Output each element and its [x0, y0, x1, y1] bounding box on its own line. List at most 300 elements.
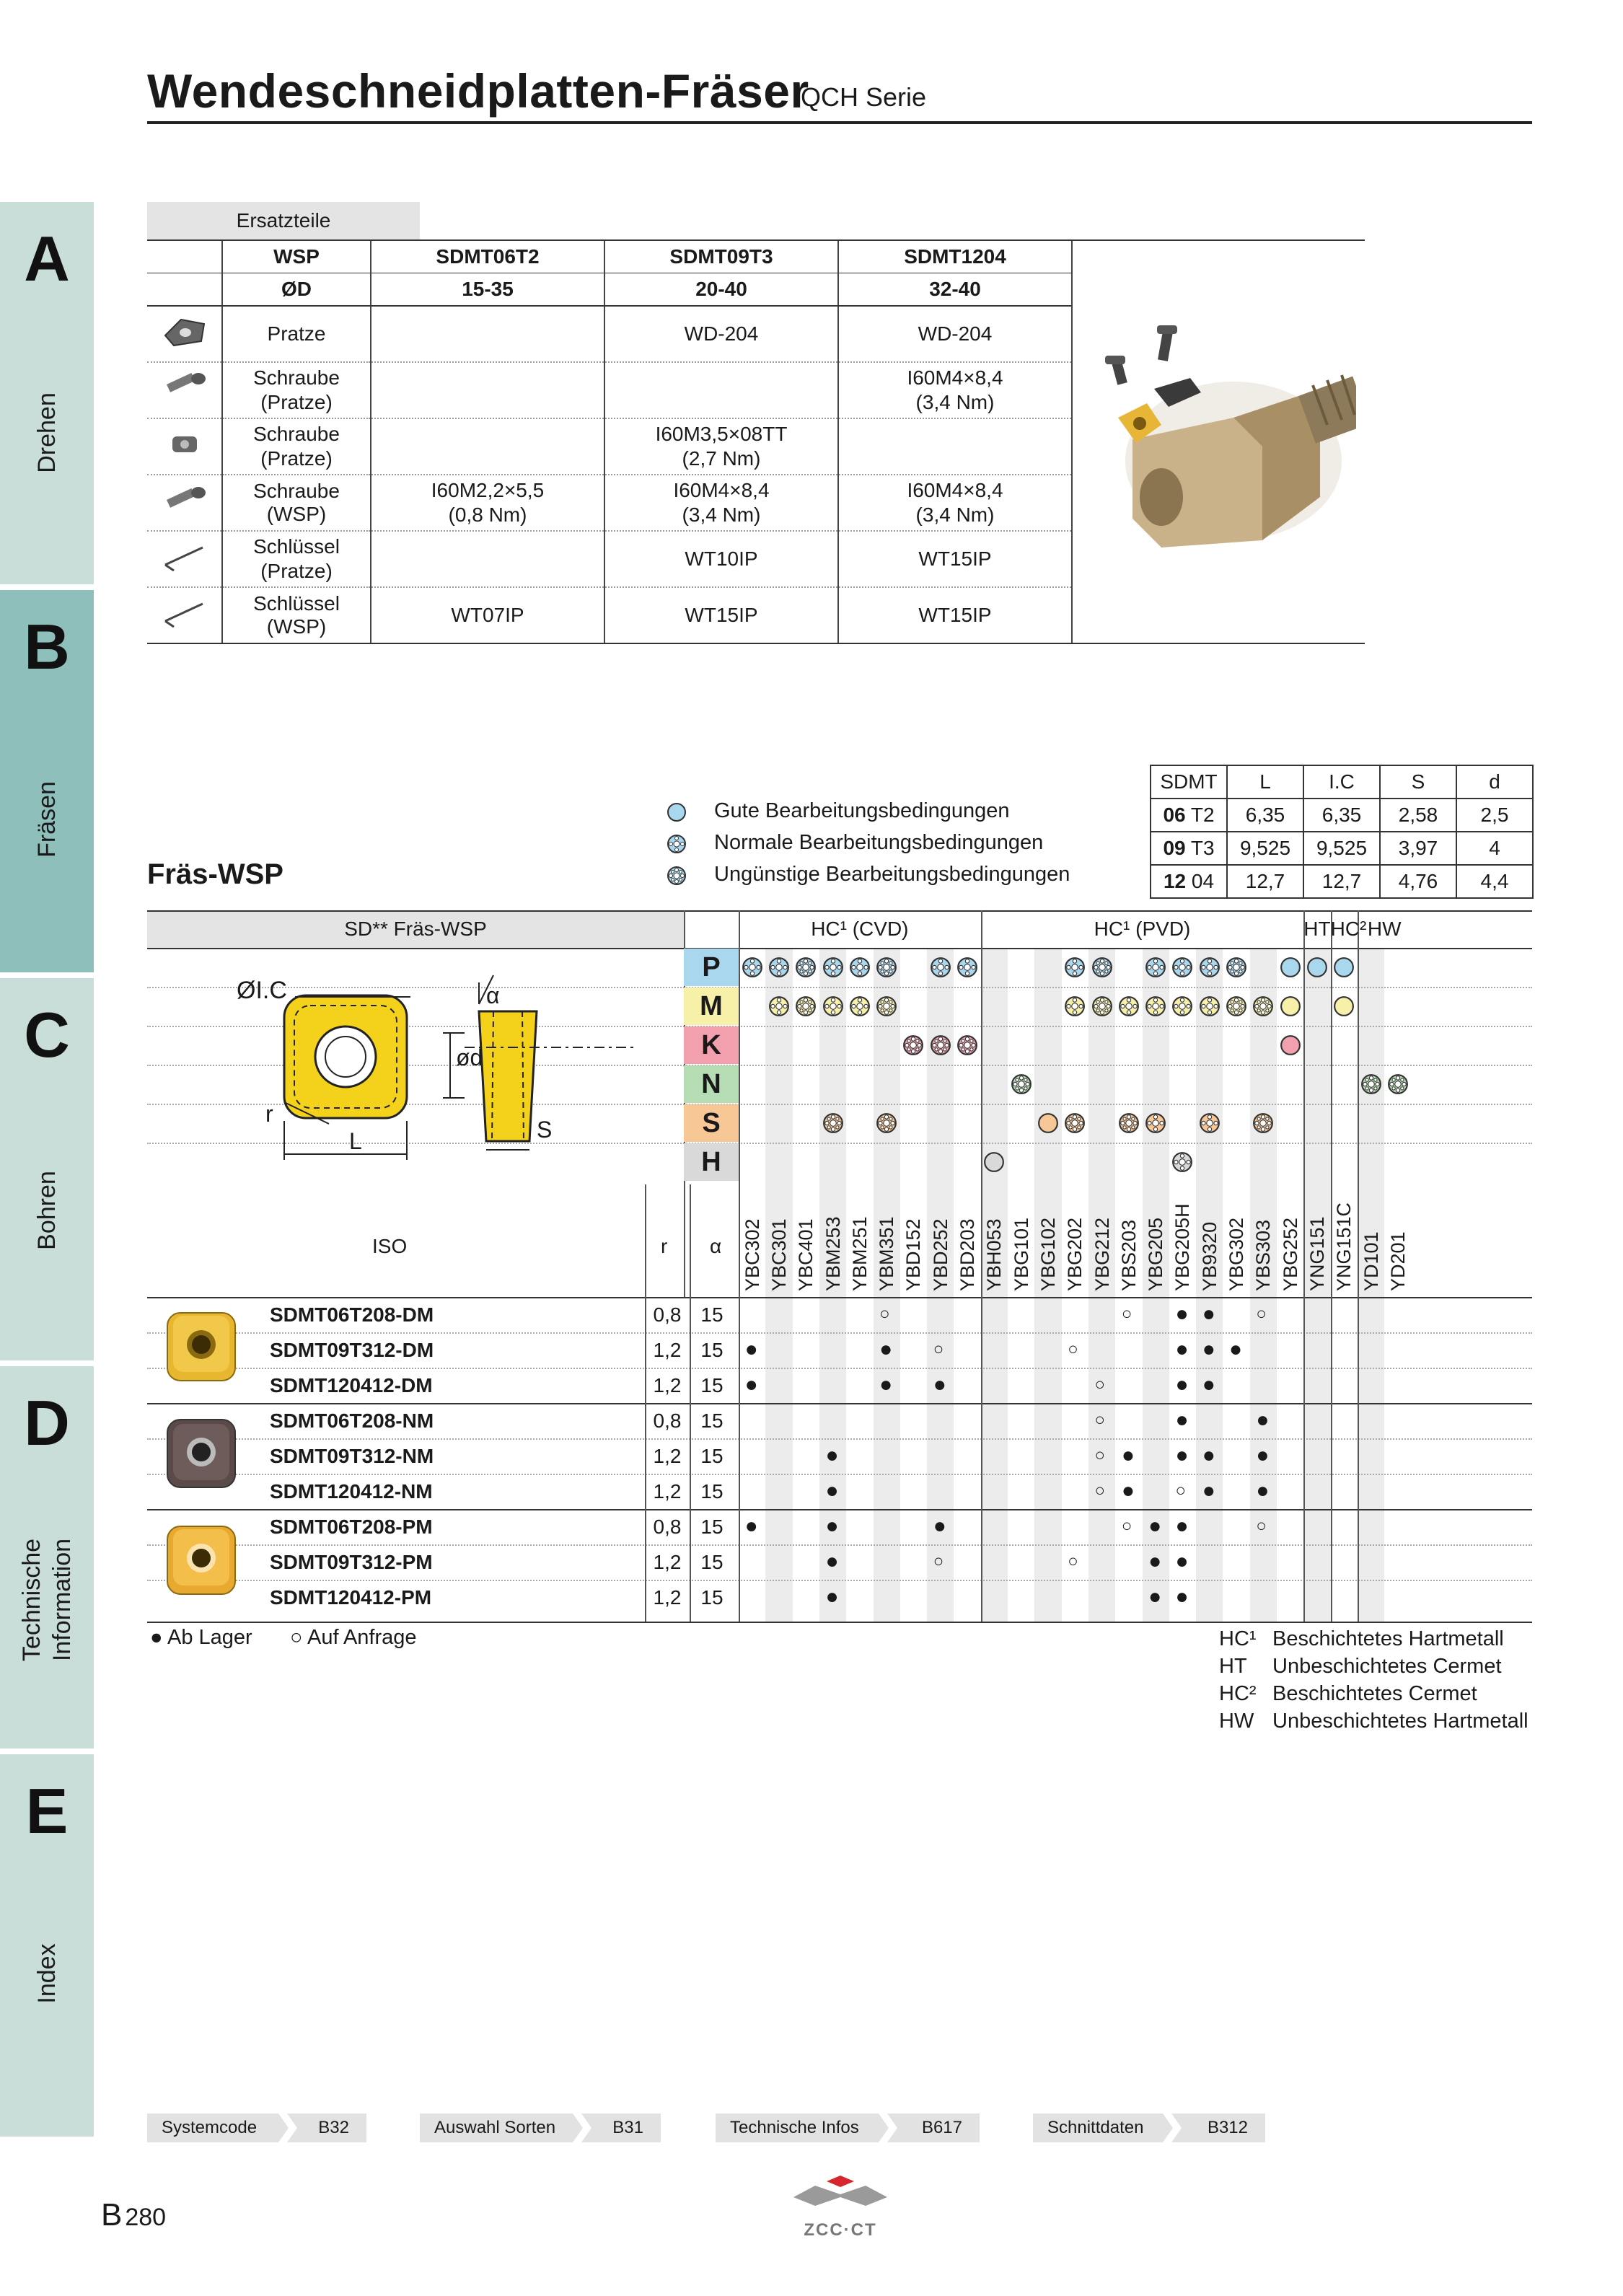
circle-normal-icon — [1199, 995, 1220, 1017]
on-request-dot: ○ — [1175, 1481, 1186, 1500]
grade-label: YD201 — [1386, 1231, 1409, 1291]
footer-ref-technische[interactable] — [716, 2114, 980, 2142]
on-request-dot: ○ — [1121, 1516, 1132, 1536]
grade-label: YBS303 — [1252, 1219, 1275, 1291]
dim-value: 2,5 — [1456, 799, 1533, 832]
grade-table-title: SD** Fräs-WSP — [344, 918, 487, 940]
part-value: WT15IP — [838, 531, 1072, 587]
in-stock-dot: ● — [1175, 1408, 1189, 1432]
key-text: Beschichtetes Cermet — [1272, 1682, 1477, 1705]
column-divider — [981, 910, 982, 1622]
spare-parts-tab: Ersatzteile — [147, 202, 420, 239]
group-label: HC¹ (PVD) — [1094, 918, 1191, 940]
circle-bad-icon — [1226, 995, 1247, 1017]
row-divider — [147, 1438, 1532, 1440]
circle-normal-icon — [930, 956, 951, 978]
grade-label: YBM253 — [822, 1216, 844, 1291]
tab-label: Fräsen — [33, 781, 61, 858]
iso-code: SDMT09T312-DM — [270, 1339, 434, 1361]
circle-bad-icon — [795, 956, 817, 978]
in-stock-dot: ● — [1148, 1585, 1162, 1609]
legend-text: Normale Bearbeitungsbedingungen — [714, 831, 1044, 854]
column-divider — [1303, 910, 1305, 1622]
circle-bad-icon — [1387, 1073, 1409, 1095]
tab-a[interactable] — [0, 202, 94, 584]
in-stock-dot: ● — [1202, 1479, 1215, 1503]
in-stock-dot: ● — [825, 1479, 839, 1503]
in-stock-dot: ● — [879, 1373, 893, 1396]
circle-good-icon — [1280, 956, 1301, 978]
part-value — [371, 306, 604, 362]
part-value — [371, 531, 604, 587]
dim-code — [1151, 832, 1227, 865]
part-value: I60M4×8,4 (3,4 Nm) — [604, 475, 838, 531]
in-stock-dot: ● — [1175, 1337, 1189, 1361]
dim-code-size: 06 — [1163, 804, 1186, 826]
material-code: M — [684, 988, 739, 1025]
dim-code-thickness: T2 — [1190, 804, 1215, 826]
screw-icon — [159, 426, 210, 462]
angle-value: 15 — [700, 1445, 723, 1467]
grade-label: YBD252 — [929, 1218, 951, 1291]
iso-code: SDMT09T312-NM — [270, 1445, 434, 1467]
radius-value: 1,2 — [653, 1551, 682, 1573]
circle-good-icon — [983, 1151, 1005, 1173]
material-code: S — [684, 1104, 739, 1142]
col-wsp: SDMT06T2 — [371, 240, 604, 273]
grade-label: YBG205 — [1145, 1217, 1167, 1291]
circle-normal-icon — [768, 956, 790, 978]
circle-normal-icon — [1064, 956, 1086, 978]
radius-value: 1,2 — [653, 1339, 682, 1361]
in-stock-dot: ● — [1175, 1585, 1189, 1609]
legend-text: Ungünstige Bearbeitungsbedingungen — [714, 863, 1070, 886]
dim-value: 2,58 — [1380, 799, 1456, 832]
iso-header: ISO — [372, 1235, 408, 1257]
circle-normal-icon — [1145, 956, 1166, 978]
angle-value: 15 — [700, 1480, 723, 1503]
on-request-dot: ○ — [1094, 1446, 1106, 1465]
grade-label: YBG252 — [1279, 1217, 1301, 1291]
in-stock-dot: ● — [1121, 1443, 1135, 1467]
in-stock-dot: ● — [1175, 1302, 1189, 1326]
ref-label: Auswahl Sorten — [434, 2118, 556, 2137]
in-stock-dot: ● — [1175, 1373, 1189, 1396]
circle-normal-icon — [1199, 956, 1220, 978]
dim-code — [1151, 865, 1227, 898]
angle-value: 15 — [700, 1516, 723, 1538]
radius-value: 0,8 — [653, 1516, 682, 1538]
grade-label: YBC301 — [767, 1218, 790, 1291]
dim-code-thickness: T3 — [1190, 837, 1215, 859]
r-header: r — [661, 1235, 668, 1257]
dim-value: 12,7 — [1303, 865, 1380, 898]
ref-page: B617 — [921, 2118, 962, 2137]
dim-ic-label: ØI.C — [237, 977, 287, 1004]
key-code: HW — [1219, 1710, 1254, 1733]
iso-code: SDMT120412-DM — [270, 1374, 433, 1396]
dim-r-label: r — [265, 1101, 273, 1127]
dim-header: I.C — [1303, 765, 1380, 799]
dim-value: 9,525 — [1303, 832, 1380, 865]
angle-value: 15 — [700, 1586, 723, 1609]
col-wsp: SDMT09T3 — [604, 240, 838, 273]
circle-bad-icon — [1252, 995, 1274, 1017]
circle-good-icon — [1280, 995, 1301, 1017]
circle-bad-icon — [1360, 1073, 1382, 1095]
screw-icon — [159, 370, 210, 406]
key-code: HC¹ — [1219, 1627, 1257, 1650]
circle-good-icon — [1333, 995, 1355, 1017]
part-value — [371, 418, 604, 475]
key-code: HT — [1219, 1655, 1247, 1678]
grade-label: YBG212 — [1091, 1217, 1113, 1291]
on-request-dot: ○ — [879, 1304, 890, 1324]
grade-label: YBH053 — [983, 1218, 1006, 1291]
column-divider — [1331, 910, 1332, 1622]
circle-normal-icon — [1171, 1151, 1193, 1173]
dim-code-size: 09 — [1163, 837, 1186, 859]
stock-legend-open: ○ Auf Anfrage — [290, 1626, 417, 1649]
row-divider — [147, 1580, 1532, 1581]
circle-normal-icon — [1145, 1112, 1166, 1134]
row-divider — [147, 1332, 1532, 1334]
key-text: Unbeschichtetes Hartmetall — [1272, 1710, 1529, 1733]
circle-bad-icon — [795, 995, 817, 1017]
part-value — [371, 362, 604, 418]
header-rule — [147, 121, 1532, 124]
grade-label: YNG151C — [1333, 1202, 1355, 1291]
row-divider — [147, 1544, 1532, 1546]
chevron-right-icon — [1160, 2114, 1182, 2142]
in-stock-dot: ● — [1229, 1337, 1243, 1361]
in-stock-dot: ● — [825, 1443, 839, 1467]
angle-value: 15 — [700, 1551, 723, 1573]
key-text: Beschichtetes Hartmetall — [1272, 1627, 1504, 1650]
ref-label: Systemcode — [162, 2118, 258, 2137]
part-value: I60M2,2×5,5 (0,8 Nm) — [371, 475, 604, 531]
circle-bad-icon — [956, 1034, 978, 1056]
legend-text: Gute Bearbeitungsbedingungen — [714, 799, 1010, 822]
circle-bad-icon — [876, 1112, 897, 1134]
part-value — [838, 418, 1072, 475]
circle-bad-icon — [1091, 956, 1113, 978]
circle-normal-icon — [956, 956, 978, 978]
dim-value: 4,4 — [1456, 865, 1533, 898]
header-diameter: ØD — [222, 273, 371, 307]
part-value: WD-204 — [604, 306, 838, 362]
circle-normal-icon — [742, 956, 763, 978]
grade-label: YBG205H — [1171, 1203, 1194, 1291]
circle-bad-icon — [1011, 1073, 1032, 1095]
grade-label: YBC302 — [741, 1218, 763, 1291]
in-stock-dot: ● — [1175, 1514, 1189, 1538]
in-stock-dot: ● — [1148, 1514, 1162, 1538]
circle-bad-icon — [1252, 1112, 1274, 1134]
in-stock-dot: ● — [933, 1373, 946, 1396]
ref-page: B32 — [318, 2118, 349, 2137]
tab-e[interactable] — [0, 1754, 94, 2137]
tab-d[interactable] — [0, 1366, 94, 1749]
grade-label: YD101 — [1360, 1231, 1382, 1291]
grade-label: YBD152 — [902, 1218, 925, 1291]
radius-value: 1,2 — [653, 1445, 682, 1467]
part-value: WT15IP — [838, 587, 1072, 643]
tab-letter: C — [24, 999, 70, 1070]
grade-label: YBG102 — [1037, 1217, 1059, 1291]
key-text: Unbeschichtetes Cermet — [1272, 1655, 1502, 1678]
in-stock-dot: ● — [1148, 1549, 1162, 1573]
header-wsp: WSP — [222, 240, 371, 273]
row-divider — [147, 1297, 1532, 1298]
in-stock-dot: ● — [825, 1514, 839, 1538]
page-letter: B — [101, 2197, 123, 2233]
circle-normal-icon — [822, 995, 844, 1017]
tab-label: Drehen — [33, 392, 61, 473]
iso-code: SDMT120412-PM — [270, 1586, 432, 1609]
in-stock-dot: ● — [1256, 1408, 1270, 1432]
part-name: Schraube (Pratze) — [222, 362, 371, 418]
zcc-logo-icon — [786, 2176, 894, 2219]
material-code: N — [684, 1065, 739, 1103]
row-divider — [147, 910, 1532, 912]
milling-cutter-image — [1082, 317, 1356, 562]
column-divider — [1358, 910, 1359, 1622]
on-request-dot: ○ — [1094, 1375, 1106, 1394]
tab-letter: E — [25, 1775, 69, 1847]
in-stock-dot: ● — [1202, 1302, 1215, 1326]
grade-label: YBM351 — [876, 1216, 898, 1291]
dim-d-label: ød — [456, 1044, 483, 1070]
grade-label: YBC401 — [795, 1218, 817, 1291]
iso-code: SDMT06T208-DM — [270, 1303, 434, 1326]
circle-bad-icon — [1226, 956, 1247, 978]
grade-label: YBD203 — [956, 1218, 979, 1291]
insert-nm-image — [162, 1412, 241, 1492]
in-stock-dot: ● — [825, 1549, 839, 1573]
ref-page: B31 — [612, 2118, 643, 2137]
circle-bad-icon — [1118, 1112, 1140, 1134]
angle-value: 15 — [700, 1303, 723, 1326]
angle-value: 15 — [700, 1409, 723, 1432]
screw-icon — [159, 483, 210, 519]
chevron-right-icon — [876, 2114, 897, 2142]
dim-header: d — [1456, 765, 1533, 799]
on-request-dot: ○ — [1256, 1304, 1267, 1324]
grade-label: YBS203 — [1117, 1219, 1140, 1291]
row-divider — [147, 1509, 1532, 1510]
alpha-header: α — [710, 1235, 722, 1257]
angle-value: 15 — [700, 1339, 723, 1361]
part-value: WT10IP — [604, 531, 838, 587]
circle-good-icon — [1306, 956, 1328, 978]
iso-code: SDMT09T312-PM — [270, 1551, 433, 1573]
key-icon — [159, 539, 210, 575]
dim-header: SDMT — [1151, 765, 1227, 799]
on-request-dot: ○ — [933, 1340, 944, 1359]
circle-normal-icon — [1118, 995, 1140, 1017]
grade-label: YBG302 — [1226, 1217, 1248, 1291]
dim-s-label: S — [537, 1117, 553, 1143]
stock-legend-filled: ● Ab Lager — [150, 1626, 252, 1649]
circle-normal-icon — [667, 834, 687, 854]
circle-bad-icon — [930, 1034, 951, 1056]
circle-bad-icon — [902, 1034, 924, 1056]
dim-value: 9,525 — [1227, 832, 1303, 865]
dim-value: 12,7 — [1227, 865, 1303, 898]
radius-value: 1,2 — [653, 1480, 682, 1503]
circle-normal-icon — [849, 956, 871, 978]
group-label: HC¹ (CVD) — [811, 918, 909, 940]
circle-bad-icon — [876, 956, 897, 978]
key-code: HC² — [1219, 1682, 1257, 1705]
row-divider — [147, 1403, 1532, 1404]
key-icon — [159, 595, 210, 631]
part-value: I60M4×8,4 (3,4 Nm) — [838, 475, 1072, 531]
on-request-dot: ○ — [1094, 1410, 1106, 1430]
material-code: H — [684, 1143, 739, 1181]
part-value: WD-204 — [838, 306, 1072, 362]
footer-ref-systemcode[interactable] — [147, 2114, 366, 2142]
circle-bad-icon — [1064, 1112, 1086, 1134]
page-title: Wendeschneidplatten-Fräser — [147, 64, 809, 118]
in-stock-dot: ● — [1175, 1549, 1189, 1573]
in-stock-dot: ● — [744, 1373, 758, 1396]
dim-value: 3,97 — [1380, 832, 1456, 865]
grade-label: YBM251 — [848, 1216, 871, 1291]
circle-good-icon — [1280, 1034, 1301, 1056]
part-name: Schlüssel (WSP) — [222, 587, 371, 643]
part-name: Schraube (Pratze) — [222, 418, 371, 475]
chevron-right-icon — [570, 2114, 591, 2142]
in-stock-dot: ● — [1256, 1443, 1270, 1467]
circle-bad-icon — [822, 1112, 844, 1134]
on-request-dot: ○ — [1068, 1340, 1078, 1359]
col-diameter: 20-40 — [604, 273, 838, 307]
in-stock-dot: ● — [1202, 1373, 1215, 1396]
iso-code: SDMT120412-NM — [270, 1480, 433, 1503]
in-stock-dot: ● — [1202, 1337, 1215, 1361]
tab-c[interactable] — [0, 978, 94, 1360]
ref-page: B312 — [1207, 2118, 1248, 2137]
tab-b[interactable] — [0, 590, 94, 972]
material-code: K — [684, 1026, 739, 1064]
ref-label: Schnittdaten — [1047, 2118, 1144, 2137]
grade-label: YB9320 — [1198, 1221, 1220, 1291]
row-divider — [147, 1474, 1532, 1475]
in-stock-dot: ● — [1202, 1443, 1215, 1467]
dim-value: 4 — [1456, 832, 1533, 865]
part-name: Schraube (WSP) — [222, 475, 371, 531]
circle-normal-icon — [1199, 1112, 1220, 1134]
insert-pm-image — [162, 1519, 241, 1598]
insert-dm-image — [162, 1306, 241, 1385]
part-name: Pratze — [222, 306, 371, 362]
col-wsp: SDMT1204 — [838, 240, 1072, 273]
dim-header: L — [1227, 765, 1303, 799]
in-stock-dot: ● — [744, 1337, 758, 1361]
radius-value: 0,8 — [653, 1409, 682, 1432]
circle-bad-icon — [667, 866, 687, 886]
page-number — [101, 2197, 166, 2233]
part-value: WT07IP — [371, 587, 604, 643]
page-num: 280 — [125, 2204, 167, 2231]
tab-label: Bohren — [33, 1171, 61, 1250]
tab-letter: D — [24, 1387, 70, 1459]
circle-normal-icon — [1171, 956, 1193, 978]
group-label: HC² — [1330, 918, 1367, 940]
ref-label: Technische Infos — [730, 2118, 859, 2137]
radius-value: 1,2 — [653, 1586, 682, 1609]
grade-label: YBG202 — [1064, 1217, 1086, 1291]
material-code: P — [684, 949, 739, 986]
circle-normal-icon — [849, 995, 871, 1017]
grade-table — [147, 910, 1532, 1622]
circle-normal-icon — [1145, 995, 1166, 1017]
tab-letter: A — [24, 223, 70, 294]
circle-normal-icon — [1171, 995, 1193, 1017]
circle-normal-icon — [1064, 995, 1086, 1017]
circle-good-icon — [1037, 1112, 1059, 1134]
circle-good-icon — [667, 802, 687, 822]
section-title: Fräs-WSP — [147, 858, 283, 890]
dim-value: 4,76 — [1380, 865, 1456, 898]
dim-value: 6,35 — [1303, 799, 1380, 832]
grade-label: YBG101 — [1010, 1217, 1032, 1291]
tab-label: Technische Information — [18, 1538, 76, 1662]
on-request-dot: ○ — [1094, 1481, 1106, 1500]
clamp-icon — [159, 314, 210, 350]
logo-text: ZCC·CT — [804, 2220, 877, 2240]
chevron-right-icon — [276, 2114, 297, 2142]
in-stock-dot: ● — [933, 1514, 946, 1538]
dim-code-size: 12 — [1163, 870, 1187, 892]
in-stock-dot: ● — [1256, 1479, 1270, 1503]
on-request-dot: ○ — [1121, 1304, 1132, 1324]
footer-ref-schnittdaten[interactable] — [1033, 2114, 1265, 2142]
circle-bad-icon — [876, 995, 897, 1017]
in-stock-dot: ● — [879, 1337, 893, 1361]
on-request-dot: ○ — [933, 1552, 944, 1571]
circle-good-icon — [1333, 956, 1355, 978]
dim-alpha-label: α — [486, 982, 500, 1008]
column-divider — [739, 910, 740, 1622]
dim-l-label: L — [349, 1128, 362, 1154]
iso-code: SDMT06T208-PM — [270, 1516, 433, 1538]
footer-ref-auswahl[interactable] — [420, 2114, 661, 2142]
dim-code-thickness: 04 — [1191, 870, 1215, 892]
part-value — [604, 362, 838, 418]
grade-label: YNG151 — [1306, 1216, 1328, 1291]
part-value: WT15IP — [604, 587, 838, 643]
dim-code — [1151, 799, 1227, 832]
part-value: I60M4×8,4 (3,4 Nm) — [838, 362, 1072, 418]
iso-code: SDMT06T208-NM — [270, 1409, 434, 1432]
tab-letter: B — [24, 611, 70, 682]
part-value: I60M3,5×08TT (2,7 Nm) — [604, 418, 838, 475]
row-divider — [147, 1368, 1532, 1369]
col-diameter: 15-35 — [371, 273, 604, 307]
in-stock-dot: ● — [1175, 1443, 1189, 1467]
in-stock-dot: ● — [1121, 1479, 1135, 1503]
spare-parts-table — [147, 239, 1365, 644]
dim-value: 6,35 — [1227, 799, 1303, 832]
circle-normal-icon — [768, 995, 790, 1017]
radius-value: 1,2 — [653, 1374, 682, 1396]
radius-value: 0,8 — [653, 1303, 682, 1326]
part-name: Schlüssel (Pratze) — [222, 531, 371, 587]
row-divider — [147, 1622, 1532, 1623]
